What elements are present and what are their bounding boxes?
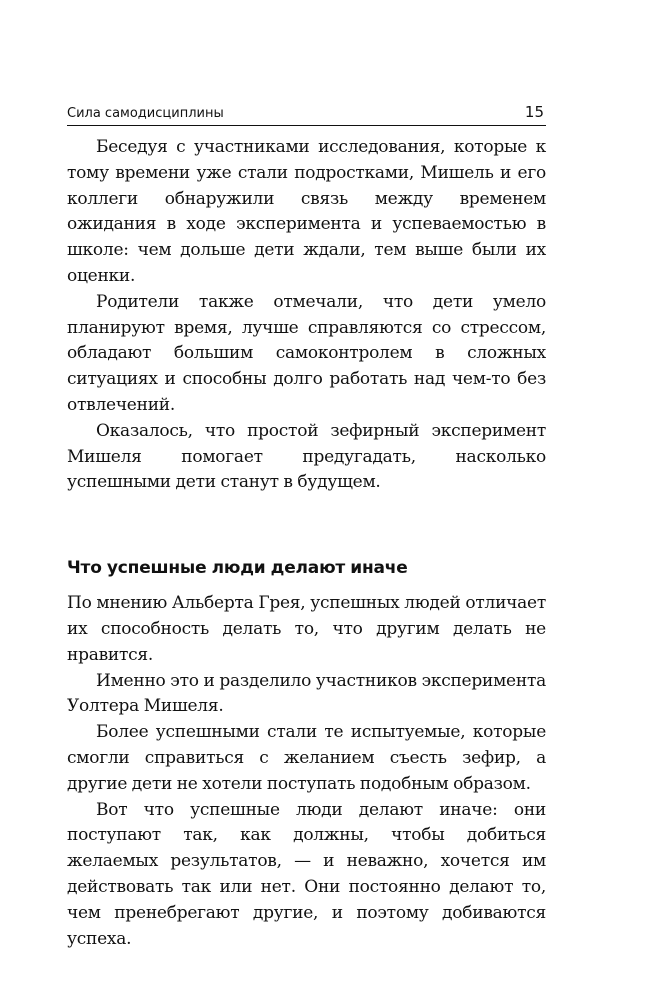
body-paragraph: Более успешными стали те испытуемые, которые смогли справиться с желанием съесть зефир, а другие дети не хотели поступать подобным образом. (67, 722, 546, 794)
body-paragraph: Родители также отмечали, что дети умело планируют время, лучше справляются со стрессом, обладают большим самоконтролем в сложных ситуациях и способны долго работать над чем-то без отвлечений. (67, 291, 546, 415)
header-divider (67, 125, 546, 126)
section-spacing (67, 496, 546, 556)
body-paragraph: Вот что успешные люди делают иначе: они поступают так, как должны, чтобы добиться желаемых результатов, — и неважно, хочется им действовать так или нет. Они постоянно делают то, чем пренебрегают другие, и поэтому добиваются успеха. (67, 799, 546, 949)
body-paragraph: По мнению Альберта Грея, успешных людей отличает их способность делать то, что другим делать не нравится. (67, 593, 546, 665)
running-header (67, 105, 546, 123)
body-paragraph: Беседуя с участниками исследования, которые к тому времени уже стали подростками, Мишель и его коллеги обнаружили связь между временем ожидания в ходе эксперимента и успеваемостью в школе: чем дольше дети ждали, тем выше были их оценки. (67, 137, 546, 286)
page-content (67, 135, 546, 952)
section-heading: Что успешные люди делают иначе (67, 558, 408, 579)
body-paragraph: Именно это и разделило участников эксперимента Уолтера Мишеля. (67, 670, 546, 717)
body-paragraph: Оказалось, что простой зефирный эксперимент Мишеля помогает предугадать, насколько успешными дети станут в будущем. (67, 420, 546, 493)
running-title: Сила самодисциплины (67, 106, 224, 121)
page-number: 15 (524, 103, 544, 121)
